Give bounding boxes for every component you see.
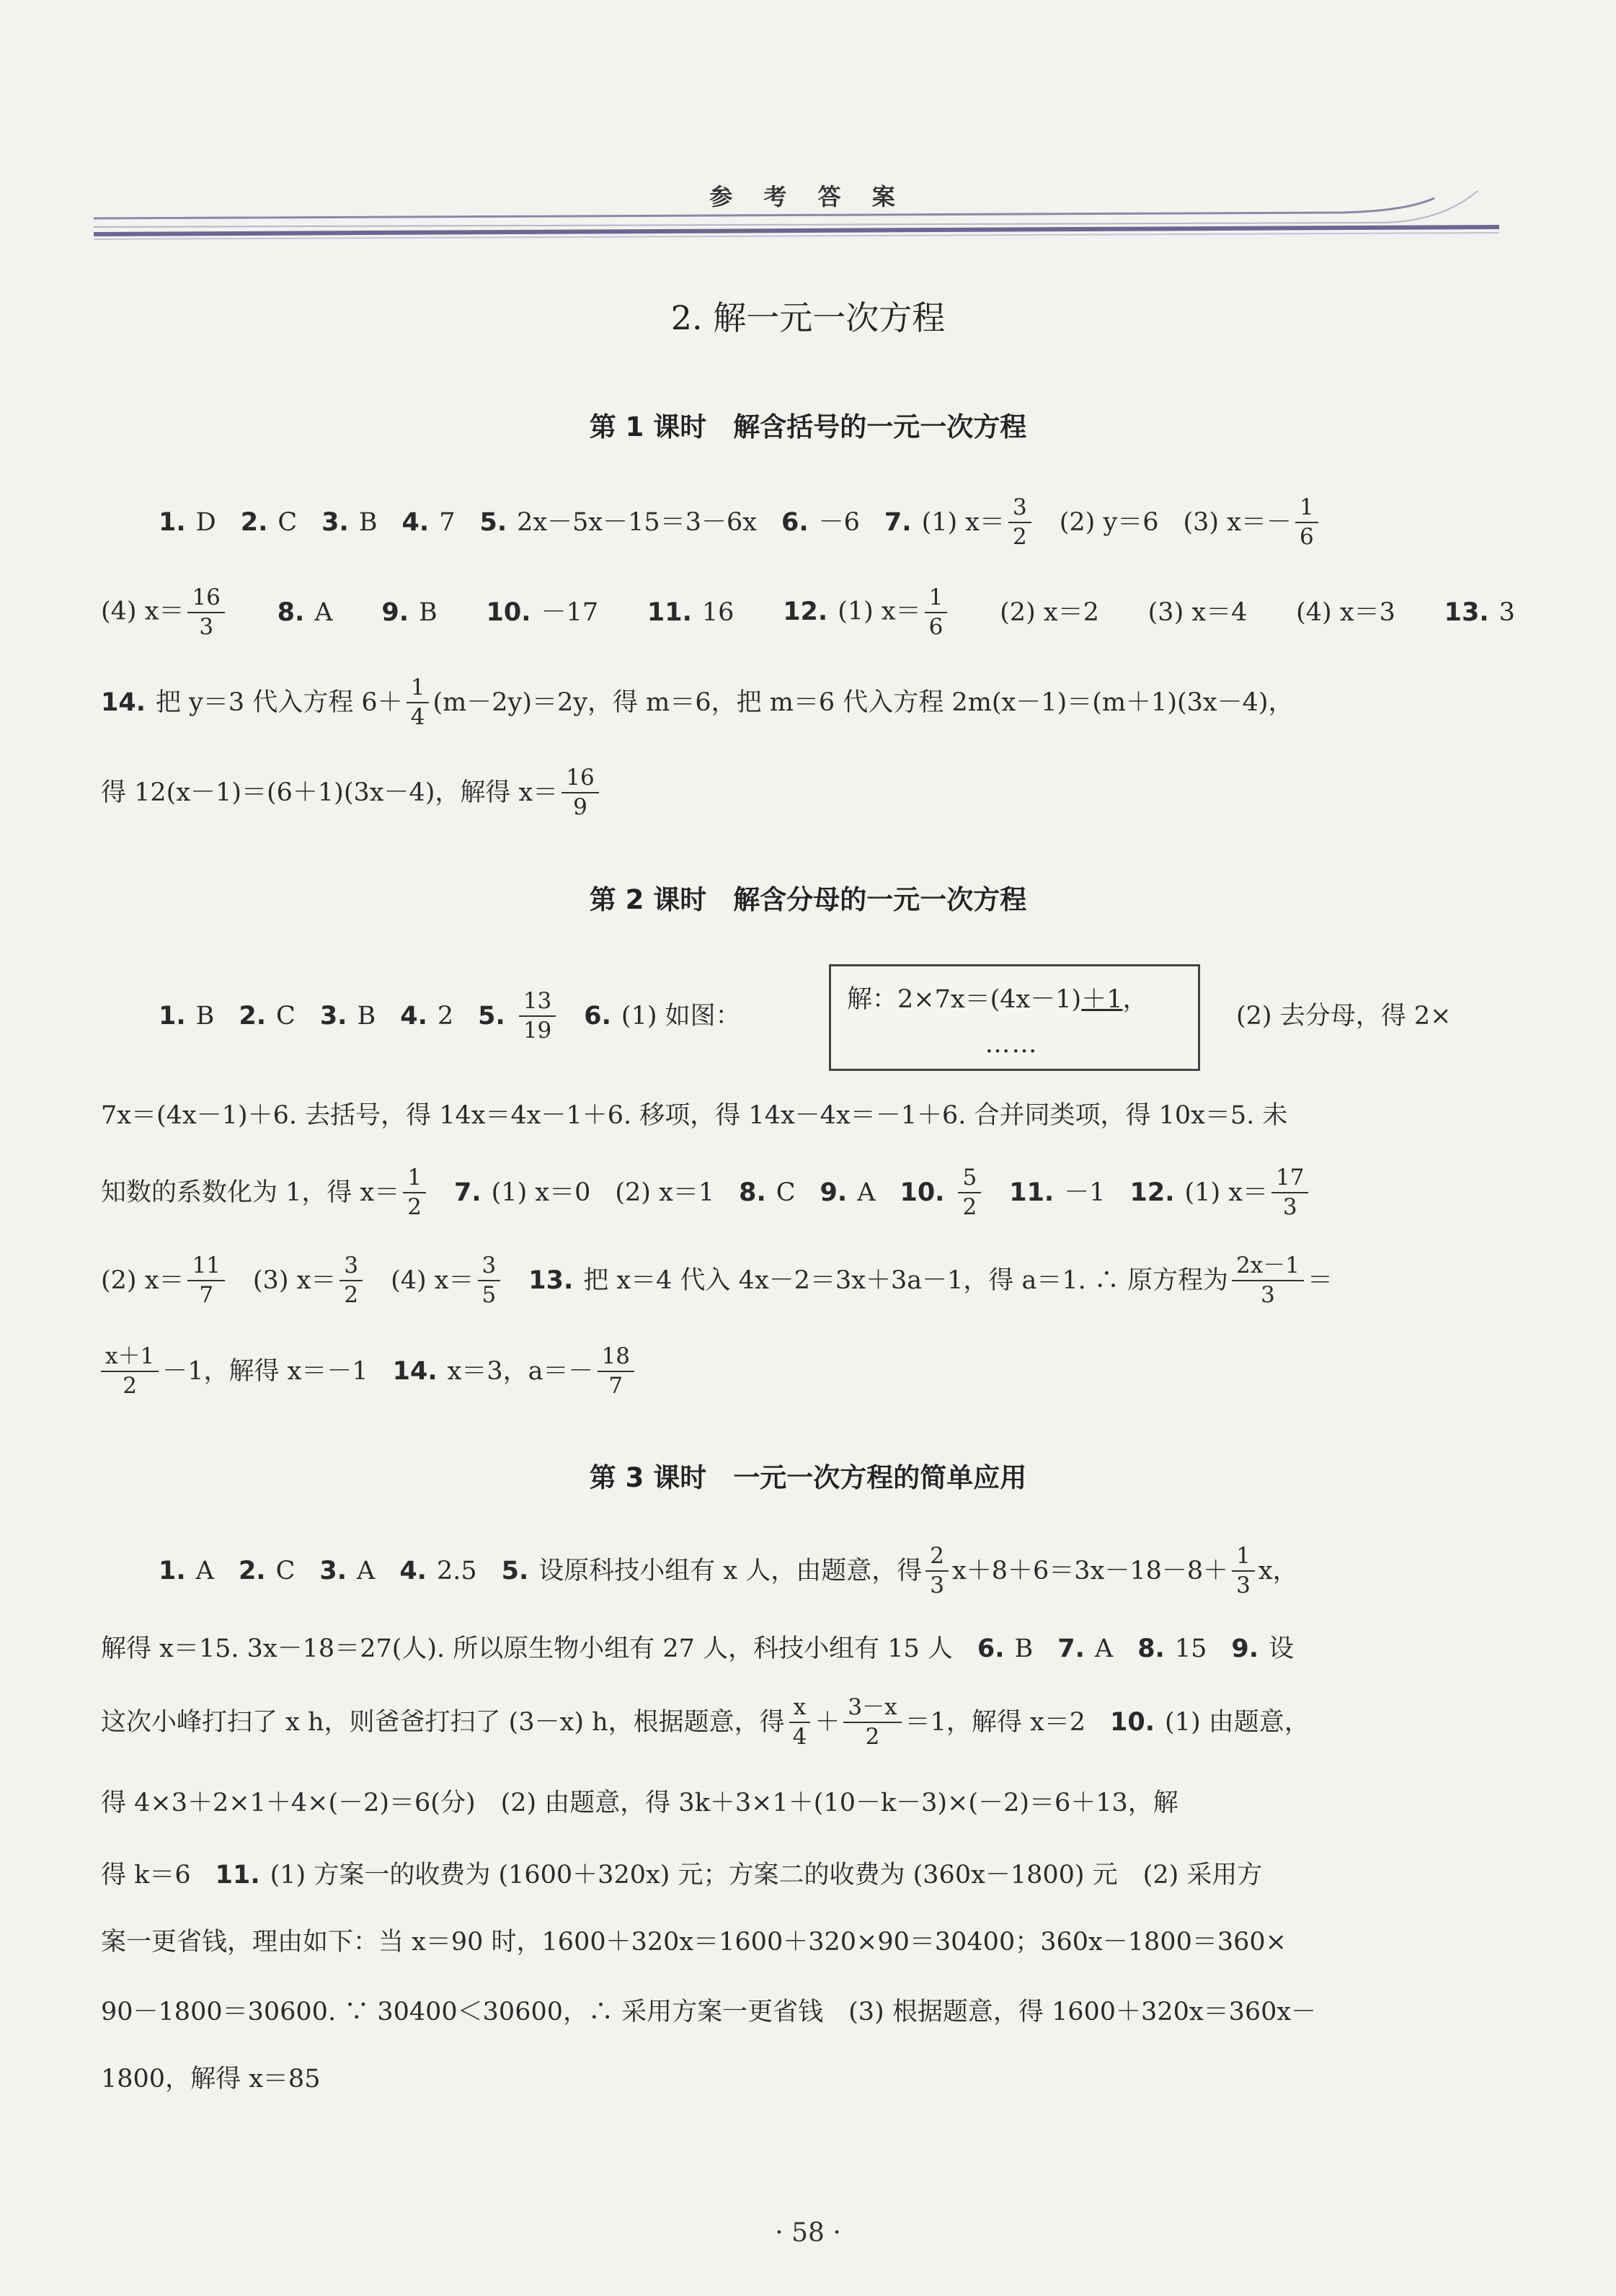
- worked-solution-box: 解：2×7x＝(4x－1)＋1， ……: [829, 964, 1200, 1071]
- fraction: $\frac{1}{4}$: [407, 677, 430, 729]
- lesson-3-line-8: 1800，解得 x＝85: [101, 2064, 321, 2093]
- lesson-3-title: 第 3 课时 一元一次方程的简单应用: [589, 1462, 1027, 1493]
- header-decorative-rule: [94, 184, 1499, 241]
- fraction: $\frac{11}{7}$: [187, 1255, 224, 1307]
- fraction: $\frac{3}{2}$: [339, 1255, 363, 1307]
- fraction: $\frac{x+1}{2}$: [101, 1345, 159, 1397]
- header-title: 参 考 答 案: [709, 183, 907, 210]
- lesson-2-line-1a: 1. B 2. C 3. B 4. 2 5. $\frac{13}{19}$ 6. (1) 如图：: [159, 988, 741, 1044]
- fraction: $\frac{1}{6}$: [1295, 497, 1318, 548]
- lesson-2-title: 第 2 课时 解含分母的一元一次方程: [589, 884, 1027, 915]
- lesson-2-line-5: $\frac{x+1}{2}$ －1，解得 x＝－1 14. x＝3，a＝－ $\frac{18}{7}$: [101, 1332, 1515, 1411]
- fraction: $\frac{17}{3}$: [1271, 1167, 1308, 1219]
- lesson-2-line-2: 7x＝(4x－1)＋6. 去括号，得 14x＝4x－1＋6. 移项，得 14x－4x＝－1＋6. 合并同类项，得 10x＝5. 未: [101, 1100, 1288, 1130]
- fraction: $\frac{18}{7}$: [598, 1345, 634, 1397]
- fraction: $\frac{3}{2}$: [1008, 497, 1031, 548]
- fraction: $\frac{1}{6}$: [925, 587, 948, 638]
- lesson-2-line-4: (2) x＝ $\frac{11}{7}$ (3) x＝ $\frac{3}{2}$ (4) x＝ $\frac{3}{5}$ 13. 把 x＝4 代入 4x－2＝3x＋3a－1，得 a＝1. ∴ 原方程为 $\frac{2x-1}{3}$ ＝: [101, 1252, 1333, 1308]
- fraction: $\frac{3-x}{2}$: [843, 1696, 901, 1748]
- fraction: $\frac{1}{2}$: [403, 1167, 426, 1219]
- lesson-3-line-3: 这次小峰打扫了 x h，则爸爸打扫了 (3－x) h，根据题意，得 $\frac{x}{4}$ ＋ $\frac{3-x}{2}$ ＝1，解得 x＝2 10. (1) 由题意，: [101, 1694, 1310, 1750]
- lesson-3-line-2: 解得 x＝15. 3x－18＝27(人). 所以原生物小组有 27 人，科技小组有 15 人 6. B 7. A 8. 15 9. 设: [101, 1634, 1295, 1663]
- lesson-1-line-3: 14. 把 y＝3 代入方程 6＋ $\frac{1}{4}$ (m－2y)＝2y，得 m＝6，把 m＝6 代入方程 2m(x－1)＝(m＋1)(3x－4)，: [101, 675, 1294, 730]
- fraction: $\frac{2x-1}{3}$: [1232, 1255, 1304, 1307]
- lesson-2-line-3: 知数的系数化为 1，得 x＝ $\frac{1}{2}$ 7. (1) x＝0 (2) x＝1 8. C 9. A 10. $\frac{5}{2}$ 11. －1 12. (1) x＝ $\frac{17}{3}$: [101, 1153, 1515, 1232]
- lesson-3-line-4: 得 4×3＋2×1＋4×(－2)＝6(分) (2) 由题意，得 3k＋3×1＋(10－k－3)×(－2)＝6＋13，解: [101, 1788, 1178, 1817]
- fraction: $\frac{3}{5}$: [478, 1255, 501, 1307]
- fraction: $\frac{1}{3}$: [1232, 1545, 1255, 1597]
- lesson-3-line-1: 1. A 2. C 3. A 4. 2.5 5. 设原科技小组有 x 人，由题意，得 $\frac{2}{3}$ x＋8＋6＝3x－18－8＋ $\frac{1}{3}$ x，: [159, 1543, 1298, 1598]
- page-number: · 58 ·: [775, 2218, 841, 2248]
- lesson-2-line-1b: (2) 去分母，得 2×: [1236, 1001, 1452, 1031]
- section-title: 2. 解一元一次方程: [670, 298, 946, 337]
- lesson-3-line-7: 90－1800＝30600. ∵ 30400＜30600，∴ 采用方案一更省钱 (3) 根据题意，得 1600＋320x＝360x－: [101, 1997, 1317, 2026]
- fraction: $\frac{2}{3}$: [925, 1545, 949, 1597]
- lesson-3-line-5: 得 k＝6 11. (1) 方案一的收费为 (1600＋320x) 元；方案二的收费为 (360x－1800) 元 (2) 采用方: [101, 1860, 1263, 1890]
- fraction: $\frac{x}{4}$: [789, 1696, 812, 1748]
- lesson-3-line-6: 案一更省钱，理由如下：当 x＝90 时，1600＋320x＝1600＋320×90＝30400；360x－1800＝360×: [101, 1927, 1287, 1957]
- fraction: $\frac{16}{3}$: [187, 587, 224, 638]
- fraction: $\frac{16}{9}$: [561, 767, 598, 819]
- lesson-1-line-2: (4) x＝ $\frac{16}{3}$ 8. A 9. B 10. －17 11. 16 12. (1) x＝ $\frac{1}{6}$ (2) x＝2 (3) x＝4 (4) x＝3 13. 3: [101, 584, 1515, 640]
- lesson-1-title: 第 1 课时 解含括号的一元一次方程: [589, 411, 1027, 442]
- fraction: $\frac{13}{19}$: [519, 990, 556, 1042]
- fraction: $\frac{5}{2}$: [958, 1167, 981, 1219]
- lesson-1-line-1: 1. D 2. C 3. B 4. 7 5. 2x－5x－15＝3－6x 6. －6 7. (1) x＝ $\frac{3}{2}$ (2) y＝6 (3) x＝－ $\frac{1}{6}$: [159, 483, 1515, 562]
- lesson-1-line-4: 得 12(x－1)＝(6＋1)(3x－4)，解得 x＝ $\frac{16}{9}$: [101, 753, 1515, 832]
